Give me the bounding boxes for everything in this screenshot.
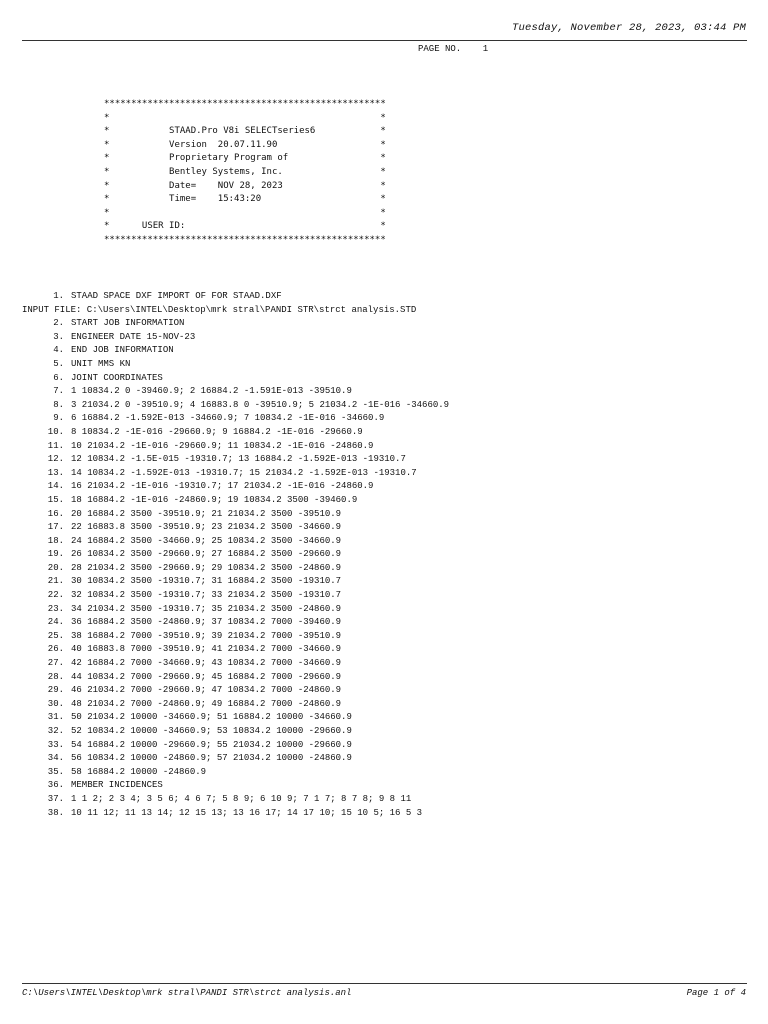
line-text: 28 21034.2 3500 -29660.9; 29 10834.2 3500 -24860.9 bbox=[71, 562, 342, 573]
listing-line bbox=[22, 344, 449, 358]
listing-line bbox=[22, 671, 449, 685]
line-text: 10 21034.2 -1E-016 -29660.9; 11 10834.2 -1E-016 -24860.9 bbox=[71, 440, 374, 451]
line-text: 52 10834.2 10000 -34660.9; 53 10834.2 10000 -29660.9 bbox=[71, 726, 352, 736]
listing-line bbox=[22, 521, 449, 535]
listing-line bbox=[22, 589, 449, 603]
footer-file-path: C:\Users\INTEL\Desktop\mrk stral\PANDI STR\strct analysis.anl bbox=[22, 988, 352, 998]
line-number: 37. bbox=[47, 793, 64, 804]
listing-line bbox=[22, 548, 449, 562]
line-text: 44 10834.2 7000 -29660.9; 45 16884.2 7000 -29660.9 bbox=[71, 671, 342, 682]
listing-line bbox=[22, 372, 449, 386]
line-number: 24. bbox=[47, 617, 64, 628]
line-number: 11. bbox=[47, 440, 64, 451]
line-text: 36 16884.2 3500 -24860.9; 37 10834.2 7000 -39460.9 bbox=[71, 617, 342, 628]
input-listing bbox=[22, 290, 449, 820]
line-number: 19. bbox=[47, 549, 64, 560]
listing-line bbox=[22, 630, 449, 644]
line-text: 20 16884.2 3500 -39510.9; 21 21034.2 3500 -39510.9 bbox=[71, 508, 342, 519]
line-number: 35. bbox=[47, 766, 64, 777]
line-number: 16. bbox=[47, 508, 64, 519]
line-text: 1 1 2; 2 3 4; 3 5 6; 4 6 7; 5 8 9; 6 10 9; 7 1 7; 8 7 8; 9 8 11 bbox=[71, 793, 412, 804]
listing-line bbox=[22, 535, 449, 549]
line-number: 18. bbox=[47, 535, 64, 546]
line-text: JOINT COORDINATES bbox=[71, 372, 163, 383]
banner-line: * Version 20.07.11.90 * bbox=[104, 139, 386, 150]
banner-line: * STAAD.Pro V8i SELECTseries6 * bbox=[104, 126, 386, 137]
line-text: 1 10834.2 0 -39460.9; 2 16884.2 -1.591E-013 -39510.9 bbox=[71, 386, 352, 397]
line-text: 56 10834.2 10000 -24860.9; 57 21034.2 10000 -24860.9 bbox=[71, 753, 352, 764]
banner-line: * USER ID: * bbox=[104, 221, 386, 232]
line-number: 33. bbox=[47, 739, 64, 750]
listing-line bbox=[22, 725, 449, 739]
header-divider bbox=[22, 40, 747, 41]
line-text: 58 16884.2 10000 -24860.9 bbox=[71, 766, 207, 777]
line-text: 16 21034.2 -1E-016 -19310.7; 17 21034.2 -1E-016 -24860.9 bbox=[71, 481, 374, 492]
line-text: 50 21034.2 10000 -34660.9; 51 16884.2 10000 -34660.9 bbox=[71, 712, 352, 723]
line-text: 18 16884.2 -1E-016 -24860.9; 19 10834.2 3500 -39460.9 bbox=[71, 494, 358, 505]
line-number: 6. bbox=[53, 372, 64, 383]
line-number: 34. bbox=[47, 753, 64, 764]
banner-line: * Bentley Systems, Inc. * bbox=[104, 166, 386, 177]
listing-line bbox=[22, 331, 449, 345]
line-number: 29. bbox=[47, 685, 64, 696]
line-number: 15. bbox=[47, 494, 64, 505]
listing-line bbox=[22, 766, 449, 780]
line-number: 13. bbox=[47, 467, 64, 478]
footer-page-count: Page 1 of 4 bbox=[686, 988, 746, 998]
listing-line bbox=[22, 575, 449, 589]
listing-line bbox=[22, 657, 449, 671]
line-number: 17. bbox=[47, 522, 64, 533]
program-banner bbox=[104, 98, 386, 248]
line-number: 32. bbox=[47, 726, 64, 736]
listing-line bbox=[22, 480, 449, 494]
line-number: 21. bbox=[47, 576, 64, 587]
line-number: 2. bbox=[53, 318, 64, 329]
listing-line bbox=[22, 698, 449, 712]
line-number: 31. bbox=[47, 712, 64, 723]
line-number: 10. bbox=[47, 426, 64, 437]
line-text: 6 16884.2 -1.592E-013 -34660.9; 7 10834.2 -1E-016 -34660.9 bbox=[71, 413, 385, 424]
line-number: 4. bbox=[53, 345, 64, 356]
line-number: 3. bbox=[53, 331, 64, 342]
line-number: 27. bbox=[47, 658, 64, 669]
listing-line bbox=[22, 793, 449, 807]
line-text: 14 10834.2 -1.592E-013 -19310.7; 15 21034.2 -1.592E-013 -19310.7 bbox=[71, 467, 417, 478]
line-number: 7. bbox=[53, 386, 64, 397]
line-number: 23. bbox=[47, 603, 64, 614]
line-number: 5. bbox=[53, 358, 64, 369]
listing-line bbox=[22, 467, 449, 481]
listing-line bbox=[22, 508, 449, 522]
line-text: 34 21034.2 3500 -19310.7; 35 21034.2 3500 -24860.9 bbox=[71, 603, 342, 614]
line-number: 22. bbox=[47, 590, 64, 601]
banner-line: **************************************************** bbox=[104, 99, 386, 109]
line-text: 8 10834.2 -1E-016 -29660.9; 9 16884.2 -1E-016 -29660.9 bbox=[71, 426, 363, 437]
banner-line: * Date= NOV 28, 2023 * bbox=[104, 180, 386, 191]
input-file-line: INPUT FILE: C:\Users\INTEL\Desktop\mrk stral\PANDI STR\strct analysis.STD bbox=[22, 304, 417, 315]
listing-line bbox=[22, 752, 449, 766]
line-text: 24 16884.2 3500 -34660.9; 25 10834.2 3500 -34660.9 bbox=[71, 535, 342, 546]
line-number: 38. bbox=[47, 807, 64, 818]
listing-line bbox=[22, 412, 449, 426]
listing-line bbox=[22, 779, 449, 793]
listing-line bbox=[22, 385, 449, 399]
banner-line: * * bbox=[104, 207, 386, 218]
listing-line bbox=[22, 807, 449, 821]
listing-line bbox=[22, 317, 449, 331]
line-text: STAAD SPACE DXF IMPORT OF FOR STAAD.DXF bbox=[71, 291, 282, 301]
listing-line bbox=[22, 426, 449, 440]
line-number: 26. bbox=[47, 644, 64, 655]
listing-line bbox=[22, 562, 449, 576]
line-text: 32 10834.2 3500 -19310.7; 33 21034.2 3500 -19310.7 bbox=[71, 590, 342, 601]
line-text: 48 21034.2 7000 -24860.9; 49 16884.2 7000 -24860.9 bbox=[71, 698, 342, 709]
line-number: 12. bbox=[47, 454, 64, 465]
listing-line bbox=[22, 711, 449, 725]
listing-line bbox=[22, 603, 449, 617]
listing-line bbox=[22, 616, 449, 630]
line-text: 54 16884.2 10000 -29660.9; 55 21034.2 10000 -29660.9 bbox=[71, 739, 352, 750]
listing-line bbox=[22, 453, 449, 467]
listing-line bbox=[22, 358, 449, 372]
listing-line bbox=[22, 494, 449, 508]
listing-line bbox=[22, 290, 449, 304]
line-text: 12 10834.2 -1.5E-015 -19310.7; 13 16884.2 -1.592E-013 -19310.7 bbox=[71, 454, 406, 465]
line-number: 36. bbox=[47, 780, 64, 791]
line-number: 28. bbox=[47, 671, 64, 682]
listing-line bbox=[22, 739, 449, 753]
line-text: 38 16884.2 7000 -39510.9; 39 21034.2 7000 -39510.9 bbox=[71, 630, 342, 641]
line-number: 30. bbox=[47, 698, 64, 709]
line-number: 25. bbox=[47, 630, 64, 641]
line-text: 42 16884.2 7000 -34660.9; 43 10834.2 7000 -34660.9 bbox=[71, 658, 342, 669]
line-text: 26 10834.2 3500 -29660.9; 27 16884.2 3500 -29660.9 bbox=[71, 549, 342, 560]
line-text: 40 16883.8 7000 -39510.9; 41 21034.2 7000 -34660.9 bbox=[71, 644, 342, 655]
banner-line: * Proprietary Program of * bbox=[104, 153, 386, 164]
banner-line: * Time= 15:43:20 * bbox=[104, 194, 386, 205]
line-text: 46 21034.2 7000 -29660.9; 47 10834.2 7000 -24860.9 bbox=[71, 685, 342, 696]
listing-line bbox=[22, 643, 449, 657]
line-number: 20. bbox=[47, 562, 64, 573]
line-text: 22 16883.8 3500 -39510.9; 23 21034.2 3500 -34660.9 bbox=[71, 522, 342, 533]
line-text: START JOB INFORMATION bbox=[71, 318, 185, 329]
listing-line bbox=[22, 440, 449, 454]
line-number: 9. bbox=[53, 413, 64, 424]
line-number: 14. bbox=[47, 481, 64, 492]
banner-line: * * bbox=[104, 112, 386, 123]
line-text: ENGINEER DATE 15-NOV-23 bbox=[71, 331, 196, 342]
banner-line: **************************************************** bbox=[104, 234, 386, 245]
report-date: Tuesday, November 28, 2023, 03:44 PM bbox=[511, 22, 746, 34]
page-number: PAGE NO. 1 bbox=[418, 44, 489, 54]
line-text: 3 21034.2 0 -39510.9; 4 16883.8 0 -39510.9; 5 21034.2 -1E-016 -34660.9 bbox=[71, 399, 450, 410]
line-number: 1. bbox=[53, 291, 64, 301]
line-text: 30 10834.2 3500 -19310.7; 31 16884.2 3500 -19310.7 bbox=[71, 576, 342, 587]
line-text: UNIT MMS KN bbox=[71, 358, 131, 369]
line-text: MEMBER INCIDENCES bbox=[71, 780, 163, 791]
line-text: END JOB INFORMATION bbox=[71, 345, 174, 356]
listing-line bbox=[22, 684, 449, 698]
footer-divider bbox=[22, 983, 747, 984]
line-text: 10 11 12; 11 13 14; 12 15 13; 13 16 17; 14 17 10; 15 10 5; 16 5 3 bbox=[71, 807, 423, 818]
listing-line bbox=[22, 399, 449, 413]
line-number: 8. bbox=[53, 399, 64, 410]
